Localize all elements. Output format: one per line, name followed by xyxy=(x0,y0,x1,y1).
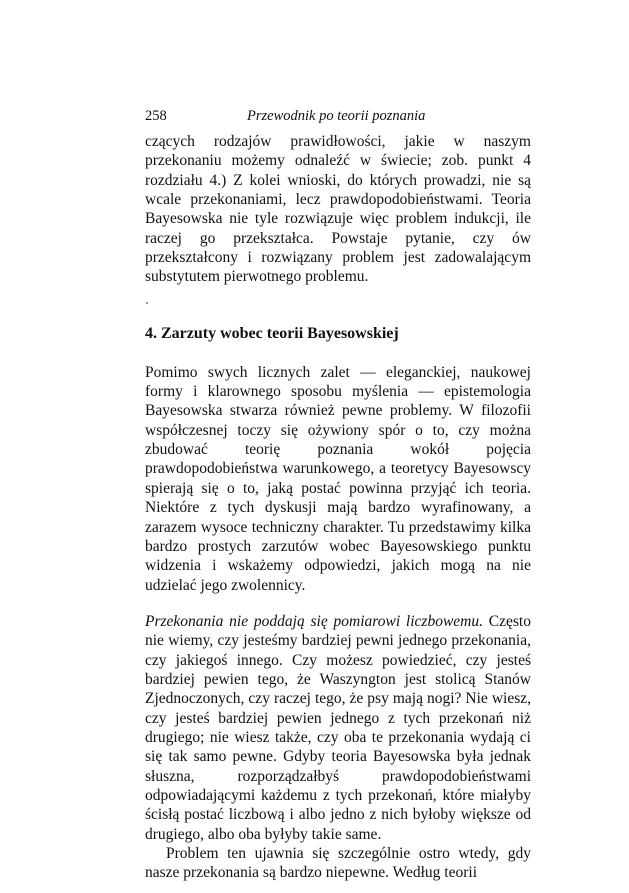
running-title: Przewodnik po teorii poznania xyxy=(247,108,426,124)
book-page xyxy=(145,107,531,883)
page-number: 258 xyxy=(145,108,167,124)
section-heading: 4. Zarzuty wobec teorii Bayesowskiej xyxy=(145,324,399,342)
paragraph-objection xyxy=(145,612,531,844)
running-head xyxy=(145,107,531,129)
paragraph-intro: Pomimo swych licznych zalet — eleganckiej, naukowej formy i klarownego sposobu myślenia — epistemologia Bayesowska stwarza również pewne problemy. W filozofii współczesnej toczy się ożywiony spór o to, czy można zbudować teorię poznania wokół pojęcia prawdopodobieństwa warunkowego, a teoretycy Bayesowscy spierają się o to, jaką postać powinna przyjąć ich teoria. Niektóre z tych dyskusji mają bardzo wyrafinowany, a zarazem wysoce techniczny charakter. Tu przedstawimy kilka bardzo prostych zarzutów wobec Bayesowskiego punktu widzenia i wskażemy odpowiedzi, jakich mogą na nie udzielać jego zwolennicy. xyxy=(145,363,531,594)
objection-body: Często nie wiemy, czy jesteśmy bardziej pewni jednego przekonania, czy jakiegoś innego. Czy możesz powiedzieć, czy jesteś bardziej pewien tego, że Waszyngton jest stolicą Stanów Zjednoczonych, czy raczej tego, że psy mają nogi? Nie wiesz, czy jesteś bardziej pewien jednego z tych przekonań niż drugiego; nie wiesz także, czy oba te przekonania wydają ci się tak samo pewne. Gdyby teoria Bayesowska była jednak słuszna, rozporządzałbyś prawdopodobieństwami odpowiadającymi każdemu z tych przekonań, które miałyby ścisłą postać liczbową i albo jedno z nich byłoby większe od drugiego, albo oba byłyby takie same. xyxy=(145,612,531,843)
paragraph-continuation: czących rodzajów prawidłowości, jakie w naszym przekonaniu możemy odnaleźć w świecie; zob. punkt 4 rozdziału 4.) Z kolei wnioski, do których prowadzi, nie są wcale przekonaniami, lecz prawdopodobieństwami. Teoria Bayesowska nie tyle rozwiązuje więc problem indukcji, ile raczej go przekształca. Powstaje pytanie, czy ów przekształcony i rozwiązany problem jest zadowalającym substytutem pierwotnego problemu. xyxy=(145,133,531,286)
paragraph-problem: Problem ten ujawnia się szczególnie ostro wtedy, gdy nasze przekonania są bardzo niepewne. Według teorii xyxy=(145,845,531,882)
objection-lead: Przekonania nie poddają się pomiarowi liczbowemu. xyxy=(145,612,483,630)
